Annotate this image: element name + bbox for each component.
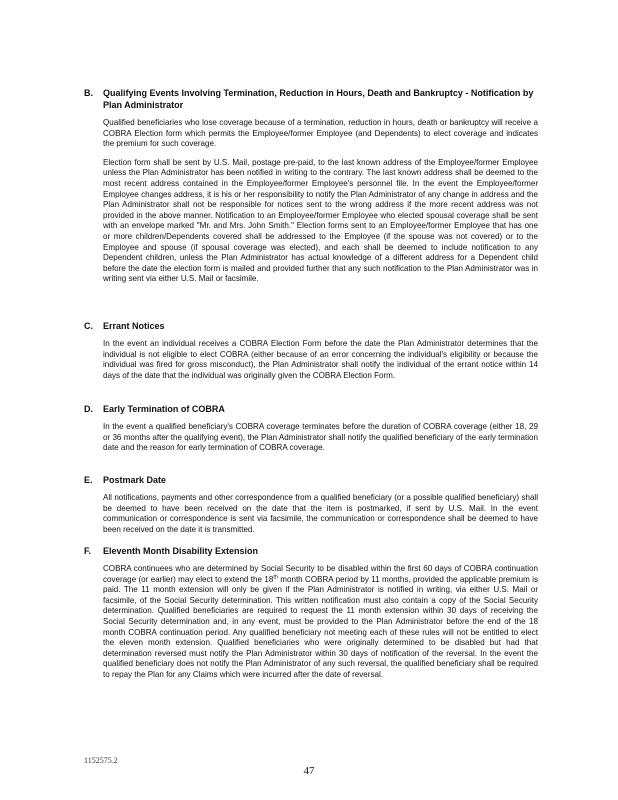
page-number: 47 [303, 765, 315, 777]
section-letter: F. [84, 546, 92, 556]
section-letter: B. [84, 88, 93, 98]
section-f [84, 545, 538, 681]
section-heading [84, 87, 538, 111]
section-paragraph: In the event a qualified beneficiary's COBRA coverage terminates before the duration of COBRA coverage (either 18, 29 or 36 months after the qualifying event), the Plan Administrator shall notify the qualified beneficiary of the early termination date and the reason for early termination of COBRA coverage. [103, 422, 538, 453]
section-letter: D. [84, 404, 93, 414]
section-c [84, 320, 538, 381]
section-title: Early Termination of COBRA [103, 404, 225, 414]
section-b [84, 87, 538, 285]
section-heading [84, 320, 538, 332]
section-heading [84, 474, 538, 486]
document-number: 1152575.2 [84, 756, 118, 765]
section-title: Postmark Date [103, 475, 167, 485]
section-title: Qualifying Events Involving Termination, Reduction in Hours, Death and Bankruptcy - Notification by Plan Administrator [103, 88, 534, 110]
section-letter: E. [84, 475, 93, 485]
section-paragraph: In the event an individual receives a COBRA Election Form before the date the Plan Administrator determines that the individual is not eligible to elect COBRA (either because of an error concerning the individual's eligibility or because the individual was fired for gross misconduct), the Plan Administrator shall notify the individual of the errant notice within 14 days of the date that the individual was originally given the COBRA Election Form. [103, 339, 538, 380]
section-paragraph: Election form shall be sent by U.S. Mail, postage pre-paid, to the last known address of the Employee/former Employee unless the Plan Administrator has been notified in writing to the contrary. The last known address shall be deemed to the most recent address contained in the Employee/former Employee's personnel file. In the event the Employee/former Employee changes address, it is his or her responsibility to notify the Plan Administrator of any change in address and the Plan Administrator shall not be responsible for notices sent to the wrong address if the more recent address was not provided in the above manner. Notification to an Employee/former Employee who elected spousal coverage shall be sent with an envelope marked "Mr. and Mrs. John Smith." Election forms sent to an Employee/former Employee that has one or more children/Dependents covered shall be addressed to the Employee (if the spouse was not covered) or to the Employee and spouse (if spousal coverage was elected), and each shall be deemed to include notification to any Dependent children, unless the Plan Administrator has actual knowledge of a different address for a Dependent child before the date the election form is mailed and provided further that any such notification to the Plan Administrator was in writing sent via either U.S. Mail or facsimile. [103, 157, 538, 284]
section-heading [84, 403, 538, 415]
section-paragraph: Qualified beneficiaries who lose coverage because of a termination, reduction in hours, death or bankruptcy will receive a COBRA Election form which permits the Employee/former Employee (and Dependents) to elect coverage and indicates the premium for such coverage. [103, 118, 538, 149]
section-d [84, 403, 538, 454]
section-letter: C. [84, 321, 93, 331]
section-paragraph: All notifications, payments and other correspondence from a qualified beneficiary (or a possible qualified beneficiary) shall be deemed to have been received on the date that the item is postmarked, if sent by U.S. Mail. In the event communication or correspondence is sent via facsimile, the communication or correspondence shall be deemed to have been received on the date it is transmitted. [103, 493, 538, 534]
section-e [84, 474, 538, 535]
section-paragraph: COBRA continuees who are determined by Social Security to be disabled within the first 60 days of COBRA continuation coverage (or earlier) may elect to extend the 18th month COBRA period by 11 months, provided the applicable premium is paid. The 11 month extension will only be given if the Plan Administrator is notified in writing, via either U.S. Mail or facsimile, of the Social Security determination. This written notification must also contain a copy of the Social Security determination. Qualified beneficiaries are required to request the 11 month extension within 30 days of receiving the Social Security determination and, in any event, must be provided to the Plan Administrator before the end of the 18 month COBRA continuation period. Any qualified beneficiary not meeting each of these rules will not be entitled to elect the eleven month extension. Qualified beneficiaries who were originally determined to be disabled but had that determination reversed must notify the Plan Administrator within 30 days of notification of the reversal. In the event the qualified beneficiary does not notify the Plan Administrator of any such reversal, the qualified beneficiary shall be required to repay the Plan for any Claims which were incurred after the date of reversal. [103, 564, 538, 679]
section-title: Errant Notices [103, 321, 165, 331]
section-heading [84, 545, 538, 557]
section-title: Eleventh Month Disability Extension [103, 546, 259, 556]
